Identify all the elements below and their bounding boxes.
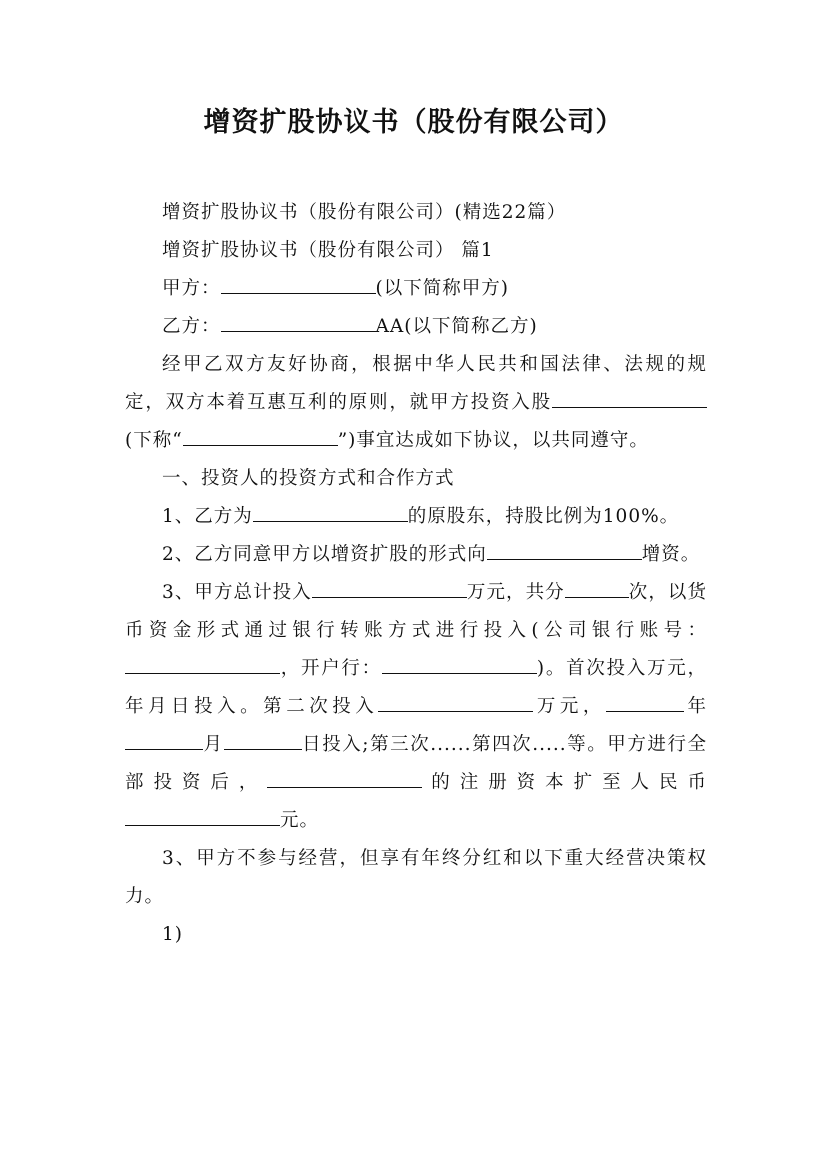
- item-1: [125, 498, 707, 536]
- item-3-text-f: 万元，: [533, 696, 606, 717]
- blank-line: [125, 655, 280, 675]
- item-1-text-b: 的原股东，持股比例为100%。: [407, 506, 680, 527]
- item-1-text-a: 1、乙方为: [162, 506, 253, 527]
- party-b-note: AA(以下简称乙方): [375, 316, 538, 337]
- intro-text-2: (下称“: [125, 430, 183, 451]
- blank-line: [183, 427, 338, 447]
- item-2-text-b: 增资。: [641, 544, 701, 565]
- item-2: [125, 536, 707, 574]
- blank-line: [552, 389, 707, 409]
- item-3-text-g: 年: [683, 696, 707, 717]
- item-5: 1): [162, 924, 183, 945]
- chapter-line: 增资扩股协议书（股份有限公司） 篇1: [162, 240, 494, 261]
- blank-line: [221, 313, 376, 333]
- subtitle-line: 增资扩股协议书（股份有限公司）(精选22篇）: [162, 202, 567, 223]
- blank-line: [382, 655, 537, 675]
- intro-paragraph: [125, 346, 707, 460]
- item-3: [125, 574, 707, 840]
- blank-line: [125, 731, 203, 751]
- blank-line: [221, 275, 376, 295]
- party-b-line: [125, 308, 707, 346]
- party-b-label: 乙方：: [162, 316, 221, 337]
- party-a-label: 甲方：: [162, 278, 221, 299]
- blank-line: [253, 503, 408, 523]
- item-3-text-b: 万元，共分: [466, 582, 565, 603]
- blank-line: [487, 541, 642, 561]
- section-heading: 一、投资人的投资方式和合作方式: [162, 468, 455, 489]
- item-3-text-c: 次，以货币资金形式通过银行转账方式进行投入(公司银行账号：: [125, 582, 707, 641]
- item-3-text-e: )。首次投入万元，年月日投入。第二次投入: [125, 658, 707, 717]
- item-3-text-k: 元。: [280, 810, 320, 831]
- document-body: [125, 194, 707, 954]
- intro-text-3: ”)事宜达成如下协议，以共同遵守。: [337, 430, 649, 451]
- blank-line: [565, 579, 629, 599]
- blank-line: [312, 579, 467, 599]
- item-4: 3、甲方不参与经营，但享有年终分红和以下重大经营决策权力。: [125, 848, 707, 907]
- document-title: 增资扩股协议书（股份有限公司）: [203, 107, 624, 138]
- blank-line: [606, 693, 684, 713]
- item-3-text-a: 3、甲方总计投入: [162, 582, 312, 603]
- item-3-text-d: ，开户行：: [280, 658, 382, 679]
- item-3-text-h: 月: [203, 734, 224, 755]
- blank-line: [267, 769, 422, 789]
- blank-line: [378, 693, 533, 713]
- blank-line: [125, 807, 280, 827]
- blank-line: [224, 731, 302, 751]
- item-2-text-a: 2、乙方同意甲方以增资扩股的形式向: [162, 544, 487, 565]
- intro-text-1: 经甲乙双方友好协商，根据中华人民共和国法律、法规的规定，双方本着互惠互利的原则，就甲方投资入股: [125, 354, 707, 413]
- item-3-text-j: 的注册资本扩至人民币: [422, 772, 707, 793]
- item-3-text-i: 日投入;第三次......第四次.....等。甲方进行全部投资后，: [125, 734, 707, 793]
- party-a-note: (以下简称甲方): [375, 278, 509, 299]
- party-a-line: [125, 270, 707, 308]
